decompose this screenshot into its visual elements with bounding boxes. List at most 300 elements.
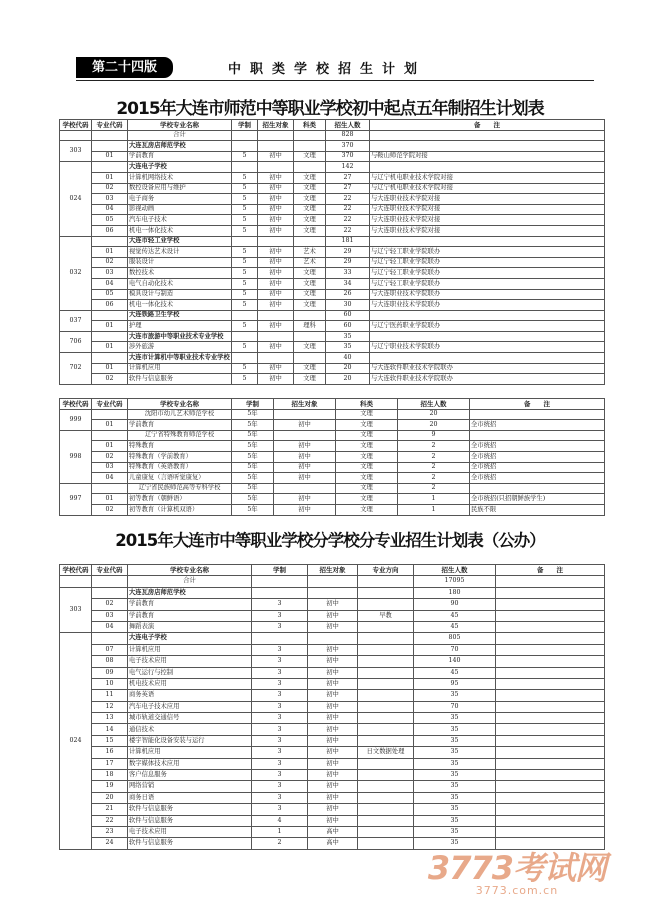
target-cell: 初中: [258, 183, 294, 194]
target-cell: 初中: [308, 644, 358, 655]
major-code-cell: [92, 141, 128, 152]
target-cell: 初中: [308, 599, 358, 610]
remark-cell: 与大连职业技术学院联办: [370, 289, 605, 300]
major-code-cell: [92, 162, 128, 173]
count-cell: 29: [326, 247, 370, 258]
name-cell: 沈阳市幼儿艺术师范学校: [128, 409, 232, 420]
category-cell: [358, 781, 414, 792]
remark-cell: [496, 792, 605, 803]
header-divider: [76, 80, 594, 81]
target-cell: 初中: [274, 441, 336, 452]
target-cell: 初中: [258, 374, 294, 385]
target-cell: [258, 141, 294, 152]
table-header-row: [60, 399, 605, 410]
table-row: [60, 633, 605, 644]
count-cell: 2: [398, 451, 470, 462]
table-row: [60, 342, 605, 353]
edition-badge: 第二十四版: [76, 57, 173, 78]
remark-cell: 与辽宁轻工职业学院联办: [370, 247, 605, 258]
category-cell: [358, 599, 414, 610]
count-cell: 26: [326, 289, 370, 300]
duration-cell: [252, 587, 308, 598]
duration-cell: 5年: [232, 504, 274, 515]
target-cell: [258, 162, 294, 173]
target-cell: 初中: [258, 151, 294, 162]
column-header: 专业方向: [358, 565, 414, 576]
category-cell: [358, 815, 414, 826]
name-cell: 软件与信息服务: [128, 374, 232, 385]
major-code-cell: 08: [92, 656, 128, 667]
duration-cell: 5: [232, 268, 258, 279]
count-cell: 70: [414, 701, 496, 712]
count-cell: 35: [414, 781, 496, 792]
column-header: 专业代码: [92, 120, 128, 131]
table-row: [60, 257, 605, 268]
count-cell: 29: [326, 257, 370, 268]
table-row: [60, 576, 605, 587]
duration-cell: 5: [232, 151, 258, 162]
category-cell: [358, 792, 414, 803]
remark-cell: [496, 758, 605, 769]
column-header: 学校代码: [60, 120, 92, 131]
category-cell: [358, 633, 414, 644]
table-row: [60, 183, 605, 194]
column-header: 备 注: [496, 565, 605, 576]
name-cell: 机电一体化技术: [128, 225, 232, 236]
duration-cell: [252, 576, 308, 587]
count-cell: 9: [398, 430, 470, 441]
table-row: [60, 610, 605, 621]
column-header: 招生人数: [414, 565, 496, 576]
name-cell: 合计: [128, 576, 252, 587]
category-cell: [358, 826, 414, 837]
duration-cell: 3: [252, 792, 308, 803]
major-code-cell: 15: [92, 735, 128, 746]
count-cell: 35: [414, 826, 496, 837]
major-code-cell: 03: [92, 268, 128, 279]
remark-cell: 与辽宁机电职业技术学院对接: [370, 183, 605, 194]
table-row: [60, 587, 605, 598]
name-cell: 计算机应用: [128, 747, 252, 758]
major-code-cell: [92, 236, 128, 247]
duration-cell: 5: [232, 225, 258, 236]
duration-cell: 5: [232, 321, 258, 332]
table-row: [60, 792, 605, 803]
name-cell: 数控设备应用与维护: [128, 183, 232, 194]
category-cell: [358, 656, 414, 667]
table-row: [60, 724, 605, 735]
major-code-cell: 04: [92, 278, 128, 289]
name-cell: 汽车电子技术: [128, 215, 232, 226]
duration-cell: 3: [252, 735, 308, 746]
target-cell: 初中: [308, 610, 358, 621]
count-cell: 22: [326, 194, 370, 205]
name-cell: 影视动画: [128, 204, 232, 215]
count-cell: 27: [326, 172, 370, 183]
table-row: [60, 151, 605, 162]
target-cell: 初中: [308, 758, 358, 769]
category-cell: 文理: [294, 268, 326, 279]
count-cell: 142: [326, 162, 370, 173]
duration-cell: 5: [232, 172, 258, 183]
duration-cell: [232, 331, 258, 342]
major-code-cell: 03: [92, 194, 128, 205]
category-cell: [358, 690, 414, 701]
major-code-cell: 02: [92, 504, 128, 515]
count-cell: 180: [414, 587, 496, 598]
duration-cell: 5年: [232, 494, 274, 505]
duration-cell: 5年: [232, 473, 274, 484]
table-row: [60, 225, 605, 236]
target-cell: 初中: [258, 172, 294, 183]
duration-cell: 5年: [232, 462, 274, 473]
major-code-cell: 02: [92, 257, 128, 268]
target-cell: 初中: [308, 667, 358, 678]
target-cell: 初中: [258, 225, 294, 236]
count-cell: 70: [414, 644, 496, 655]
count-cell: 805: [414, 633, 496, 644]
count-cell: 828: [326, 130, 370, 141]
name-cell: 商务日语: [128, 792, 252, 803]
category-cell: [294, 331, 326, 342]
column-header: 科类: [336, 399, 398, 410]
target-cell: [274, 430, 336, 441]
duration-cell: 5: [232, 342, 258, 353]
major-code-cell: [92, 409, 128, 420]
category-cell: 文理: [336, 441, 398, 452]
remark-cell: [496, 747, 605, 758]
major-code-cell: 10: [92, 678, 128, 689]
major-code-cell: 04: [92, 204, 128, 215]
count-cell: 35: [414, 690, 496, 701]
target-cell: [258, 236, 294, 247]
duration-cell: 3: [252, 701, 308, 712]
name-cell: 软件与信息服务: [128, 804, 252, 815]
table-row: [60, 420, 605, 431]
count-cell: 45: [414, 621, 496, 632]
major-code-cell: 01: [92, 247, 128, 258]
remark-cell: [370, 130, 605, 141]
remark-cell: 全市统招: [470, 462, 605, 473]
major-code-cell: [92, 430, 128, 441]
target-cell: 初中: [258, 204, 294, 215]
count-cell: 33: [326, 268, 370, 279]
name-cell: 涉外旅游: [128, 342, 232, 353]
remark-cell: 全市统招: [470, 451, 605, 462]
category-cell: [358, 576, 414, 587]
name-cell: 学前教育: [128, 151, 232, 162]
count-cell: 17095: [414, 576, 496, 587]
remark-cell: [370, 162, 605, 173]
major-code-cell: 01: [92, 441, 128, 452]
duration-cell: 5: [232, 257, 258, 268]
target-cell: [274, 483, 336, 494]
duration-cell: 3: [252, 678, 308, 689]
duration-cell: 5年: [232, 441, 274, 452]
name-cell: 合计: [128, 130, 232, 141]
category-cell: [358, 735, 414, 746]
name-cell: 初等教育（朝鲜语）: [128, 494, 232, 505]
duration-cell: 5年: [232, 409, 274, 420]
name-cell: 机电一体化技术: [128, 300, 232, 311]
remark-cell: [370, 236, 605, 247]
remark-cell: [470, 483, 605, 494]
target-cell: 初中: [308, 690, 358, 701]
category-cell: 文理: [294, 342, 326, 353]
count-cell: 370: [326, 141, 370, 152]
duration-cell: 5: [232, 183, 258, 194]
target-cell: 初中: [308, 656, 358, 667]
category-cell: 文理: [294, 289, 326, 300]
target-cell: 初中: [308, 792, 358, 803]
category-cell: [358, 701, 414, 712]
column-header: 学校专业名称: [128, 399, 232, 410]
target-cell: [258, 353, 294, 364]
category-cell: [294, 141, 326, 152]
category-cell: 艺术: [294, 247, 326, 258]
category-cell: [294, 236, 326, 247]
major-code-cell: 03: [92, 462, 128, 473]
column-header: 招生对象: [308, 565, 358, 576]
duration-cell: 2: [252, 838, 308, 849]
duration-cell: 5: [232, 194, 258, 205]
major-code-cell: 02: [92, 183, 128, 194]
target-cell: 初中: [308, 701, 358, 712]
count-cell: 40: [326, 353, 370, 364]
name-cell: 模具设计与制造: [128, 289, 232, 300]
duration-cell: [252, 633, 308, 644]
section3-table: [59, 564, 605, 850]
column-header: 备 注: [370, 120, 605, 131]
category-cell: 文理: [294, 215, 326, 226]
school-code-cell: 024: [60, 633, 92, 849]
remark-cell: [496, 599, 605, 610]
column-header: 招生人数: [326, 120, 370, 131]
target-cell: 初中: [308, 815, 358, 826]
name-cell: 辽宁省民族师范高等专科学校: [128, 483, 232, 494]
name-cell: 电子商务: [128, 194, 232, 205]
name-cell: 学前教育: [128, 420, 232, 431]
duration-cell: 3: [252, 621, 308, 632]
major-code-cell: 18: [92, 770, 128, 781]
count-cell: 20: [326, 374, 370, 385]
target-cell: 初中: [258, 215, 294, 226]
remark-cell: 与大连软件职业技术学院联办: [370, 374, 605, 385]
count-cell: 95: [414, 678, 496, 689]
table-row: [60, 781, 605, 792]
name-cell: 客户信息服务: [128, 770, 252, 781]
remark-cell: [496, 610, 605, 621]
remark-cell: [496, 838, 605, 849]
remark-cell: [496, 633, 605, 644]
school-code-cell: 998: [60, 430, 92, 483]
major-code-cell: 07: [92, 644, 128, 655]
remark-cell: [496, 644, 605, 655]
major-code-cell: 13: [92, 713, 128, 724]
name-cell: 楼宇智能化设备安装与运行: [128, 735, 252, 746]
duration-cell: 5: [232, 278, 258, 289]
count-cell: 2: [398, 462, 470, 473]
remark-cell: [496, 621, 605, 632]
column-header: 招生人数: [398, 399, 470, 410]
major-code-cell: [92, 483, 128, 494]
count-cell: 35: [326, 342, 370, 353]
major-code-cell: 05: [92, 289, 128, 300]
duration-cell: 1: [252, 826, 308, 837]
target-cell: 初中: [308, 770, 358, 781]
category-cell: 文理: [336, 420, 398, 431]
target-cell: 初中: [258, 278, 294, 289]
category-cell: [358, 724, 414, 735]
category-cell: 文理: [336, 409, 398, 420]
remark-cell: 与辽宁机电职业技术学院对接: [370, 172, 605, 183]
remark-cell: 与大连职业技术学院对接: [370, 204, 605, 215]
name-cell: 大连市轻工业学校: [128, 236, 232, 247]
category-cell: 文理: [294, 151, 326, 162]
target-cell: 初中: [258, 194, 294, 205]
name-cell: 网络营销: [128, 781, 252, 792]
target-cell: 初中: [308, 678, 358, 689]
remark-cell: 与辽宁轻工职业学院联办: [370, 257, 605, 268]
major-code-cell: 05: [92, 215, 128, 226]
remark-cell: 全市统招: [470, 441, 605, 452]
table-row: [60, 815, 605, 826]
count-cell: 22: [326, 225, 370, 236]
name-cell: 计算机网络技术: [128, 172, 232, 183]
count-cell: 34: [326, 278, 370, 289]
table-row: [60, 141, 605, 152]
table-row: [60, 713, 605, 724]
name-cell: 服装设计: [128, 257, 232, 268]
table-row: [60, 644, 605, 655]
duration-cell: 5: [232, 289, 258, 300]
remark-cell: 全市统招: [470, 420, 605, 431]
major-code-cell: 02: [92, 599, 128, 610]
target-cell: 初中: [274, 451, 336, 462]
name-cell: 软件与信息服务: [128, 838, 252, 849]
remark-cell: [496, 587, 605, 598]
remark-cell: [370, 331, 605, 342]
name-cell: 大连瓦房店师范学校: [128, 141, 232, 152]
category-cell: [358, 644, 414, 655]
major-code-cell: 23: [92, 826, 128, 837]
count-cell: 370: [326, 151, 370, 162]
school-code-cell: 037: [60, 310, 92, 331]
column-header: 备 注: [470, 399, 605, 410]
duration-cell: 5: [232, 363, 258, 374]
table-row: [60, 331, 605, 342]
major-code-cell: [92, 310, 128, 321]
name-cell: 通信技术: [128, 724, 252, 735]
count-cell: 60: [326, 321, 370, 332]
target-cell: 初中: [258, 363, 294, 374]
major-code-cell: 24: [92, 838, 128, 849]
school-code-cell: 303: [60, 587, 92, 633]
table-row: [60, 701, 605, 712]
name-cell: 大连市旅游中等职业技术专业学校: [128, 331, 232, 342]
duration-cell: 3: [252, 770, 308, 781]
count-cell: 35: [414, 713, 496, 724]
category-cell: 文理: [336, 451, 398, 462]
remark-cell: [496, 770, 605, 781]
remark-cell: [496, 815, 605, 826]
category-cell: 文理: [294, 194, 326, 205]
category-cell: 理科: [294, 321, 326, 332]
table-row: [60, 162, 605, 173]
count-cell: 35: [414, 770, 496, 781]
table-row: [60, 321, 605, 332]
category-cell: 文理: [336, 473, 398, 484]
target-cell: 初中: [274, 494, 336, 505]
category-cell: 文理: [336, 504, 398, 515]
school-code-cell: [60, 576, 92, 587]
category-cell: [358, 621, 414, 632]
category-cell: [358, 838, 414, 849]
name-cell: 数控技术: [128, 268, 232, 279]
section1-title: 2015年大连市师范中等职业学校初中起点五年制招生计划表: [116, 99, 544, 119]
table-row: [60, 215, 605, 226]
remark-cell: 与大连职业技术学院对接: [370, 225, 605, 236]
watermark-url: 3773.com.cn: [475, 884, 559, 897]
major-code-cell: [92, 130, 128, 141]
major-code-cell: 17: [92, 758, 128, 769]
duration-cell: 5年: [232, 430, 274, 441]
table-row: [60, 247, 605, 258]
count-cell: 90: [414, 599, 496, 610]
column-header: 学制: [232, 399, 274, 410]
remark-cell: [496, 690, 605, 701]
remark-cell: [496, 576, 605, 587]
column-header: 学制: [232, 120, 258, 131]
major-code-cell: 01: [92, 494, 128, 505]
category-cell: [358, 758, 414, 769]
table-row: [60, 374, 605, 385]
remark-cell: 全市统招(只招朝鲜族学生): [470, 494, 605, 505]
target-cell: 初中: [258, 300, 294, 311]
duration-cell: 5年: [232, 483, 274, 494]
name-cell: 计算机应用: [128, 644, 252, 655]
duration-cell: 5年: [232, 420, 274, 431]
table-row: [60, 300, 605, 311]
target-cell: 初中: [308, 724, 358, 735]
target-cell: 初中: [308, 747, 358, 758]
duration-cell: [232, 310, 258, 321]
table-row: [60, 656, 605, 667]
table-row: [60, 678, 605, 689]
name-cell: 特殊教育（学前教育）: [128, 451, 232, 462]
name-cell: 城市轨道交通信号: [128, 713, 252, 724]
column-header: 招生对象: [258, 120, 294, 131]
category-cell: 文理: [294, 363, 326, 374]
remark-cell: 与辽宁轻工职业学院联办: [370, 278, 605, 289]
target-cell: 初中: [308, 804, 358, 815]
name-cell: 电气自动化技术: [128, 278, 232, 289]
name-cell: 辽宁省特殊教育师范学校: [128, 430, 232, 441]
category-cell: 艺术: [294, 257, 326, 268]
remark-cell: 与大连职业技术学院对接: [370, 194, 605, 205]
remark-cell: 民族不限: [470, 504, 605, 515]
count-cell: 35: [414, 724, 496, 735]
category-cell: 文理: [336, 462, 398, 473]
table-row: [60, 289, 605, 300]
count-cell: 35: [414, 792, 496, 803]
duration-cell: 3: [252, 758, 308, 769]
target-cell: [258, 331, 294, 342]
major-code-cell: 04: [92, 473, 128, 484]
table-row: [60, 430, 605, 441]
target-cell: 初中: [258, 247, 294, 258]
count-cell: 181: [326, 236, 370, 247]
